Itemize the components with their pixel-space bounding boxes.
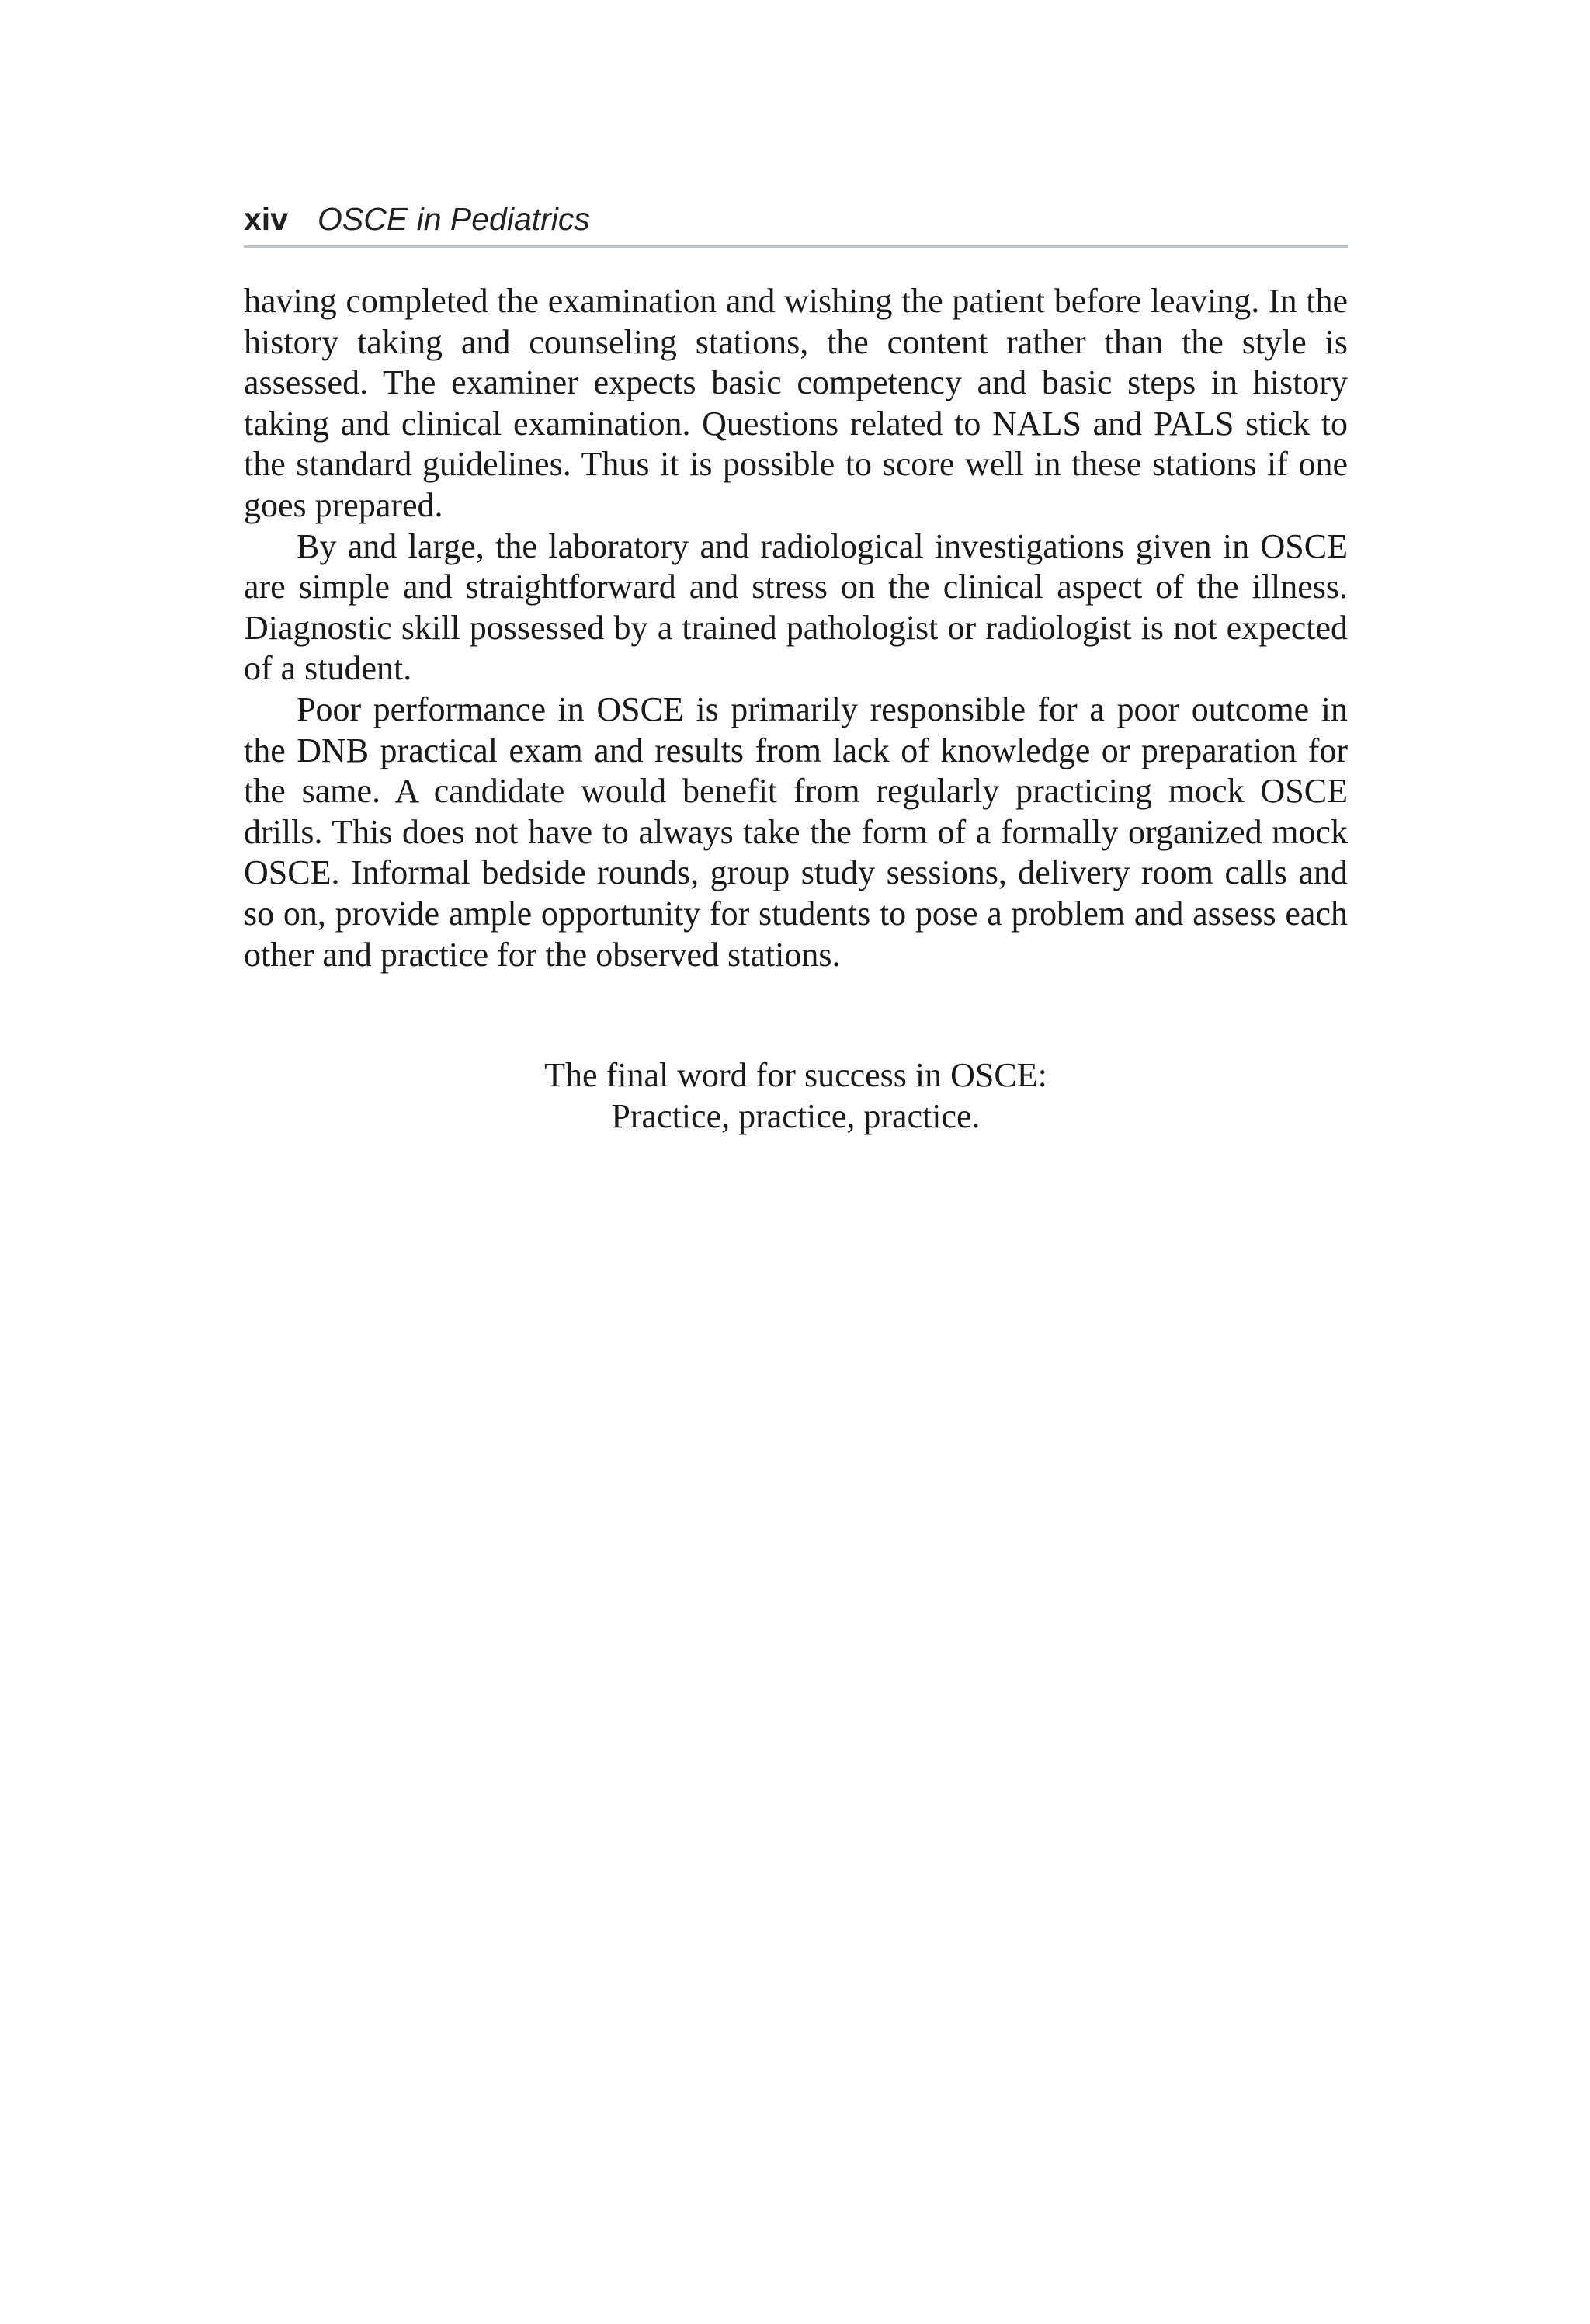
running-header — [244, 196, 1348, 248]
paragraph-continued: having completed the examination and wishing the patient before leaving. In the history taking and counseling stations, the content rather than the style is assessed. The examiner expects basic competency and basic steps in history taking and clinical examination. Questions related to NALS and PALS stick to the standard guidelines. Thus it is possible to score well in these stations if one goes prepared. — [244, 282, 1348, 524]
body-text — [244, 281, 1348, 975]
paragraph-performance: Poor performance in OSCE is primarily responsible for a poor outcome in the DNB practical exam and results from lack of knowledge or preparation for the same. A candidate would benefit from regularly practicing mock OSCE drills. This does not have to always take the form of a formally organized mock OSCE. Informal bedside rounds, group study sessions, delivery room calls and so on, provide ample opportunity for students to pose a problem and assess each other and practice for the observed stations. — [244, 690, 1348, 974]
closing-line-1: The final word for success in OSCE: — [544, 1056, 1047, 1094]
paragraph-investigations: By and large, the laboratory and radiological investigations given in OSCE are simple and straightforward and stress on the clinical aspect of the illness. Diagnostic skill possessed by a trained pathologist or radiologist is not expected of a student. — [244, 526, 1348, 688]
page-number: xiv — [244, 201, 288, 237]
closing-line-2: Practice, practice, practice. — [611, 1097, 981, 1135]
closing-statement — [244, 1054, 1348, 1137]
book-title: OSCE in Pediatrics — [318, 201, 590, 237]
